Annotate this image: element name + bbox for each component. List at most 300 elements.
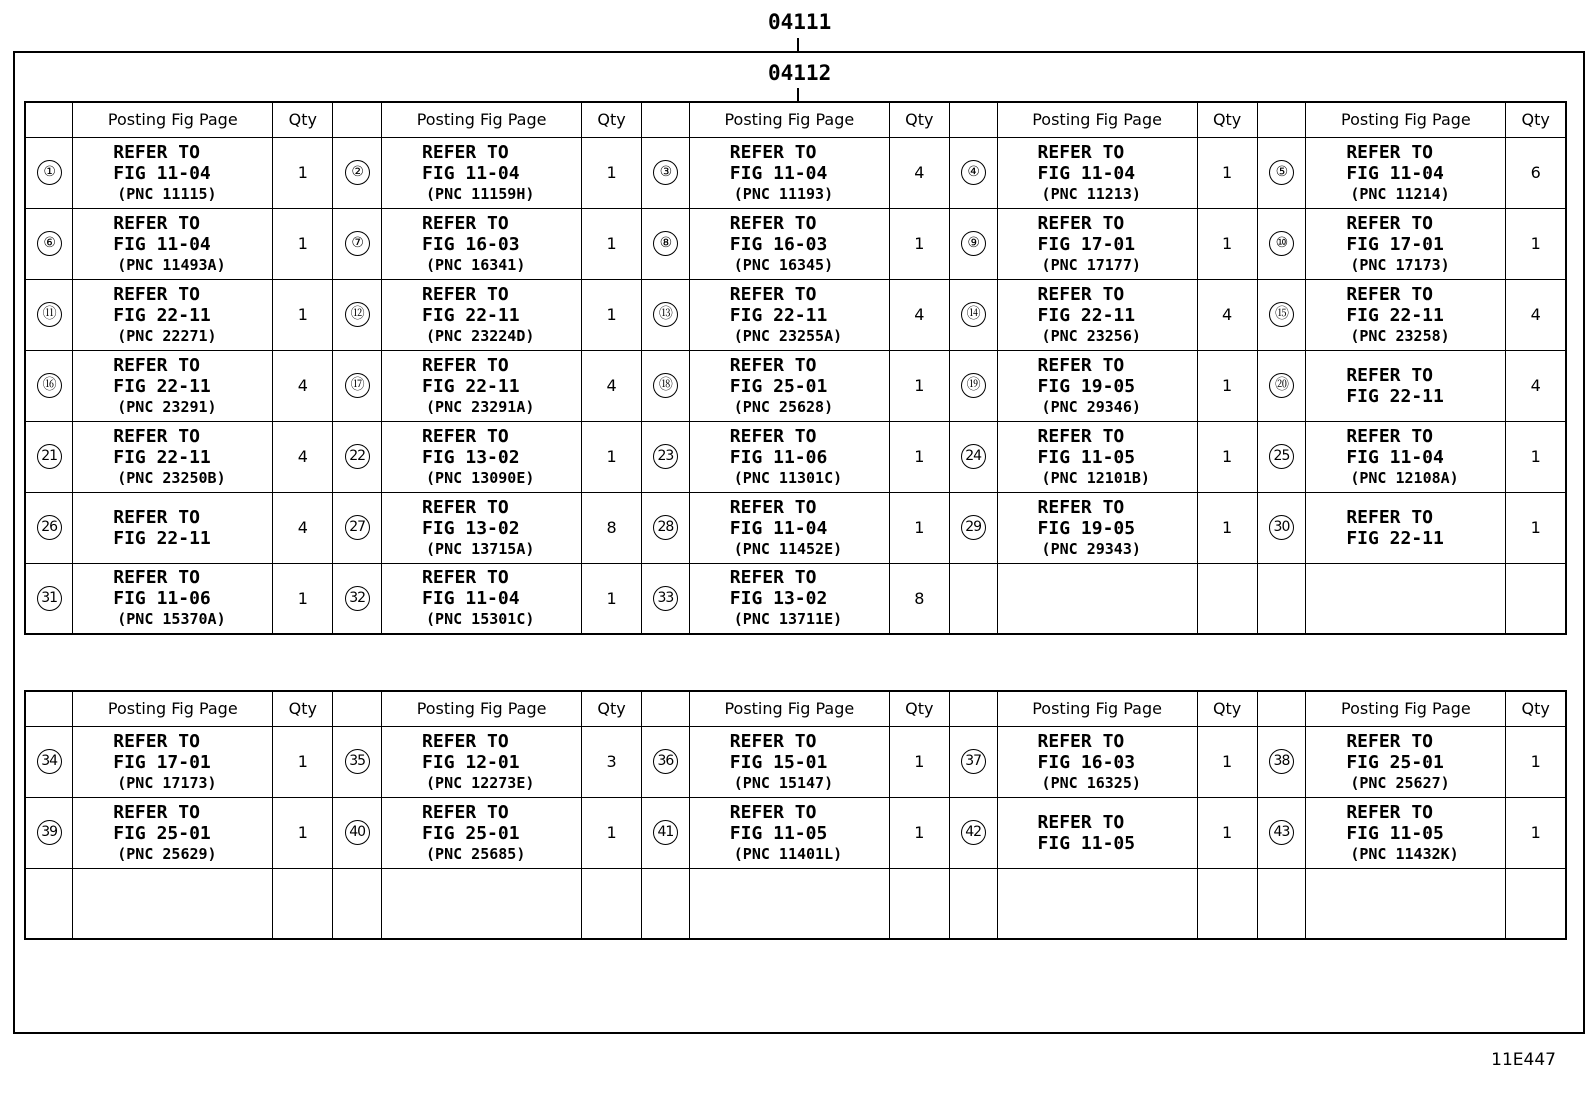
item-number-circle: 37 [961, 749, 986, 774]
pnc-text: (PNC 15147) [733, 773, 834, 792]
refer-to-text: REFER TO [729, 730, 817, 752]
fig-reference-text: FIG 19-05 [1037, 375, 1136, 397]
qty-value: 1 [273, 137, 333, 208]
refer-to-text: REFER TO [1037, 496, 1125, 518]
item-number-cell [642, 279, 690, 350]
qty-value: 1 [889, 208, 949, 279]
fig-reference-text: FIG 22-11 [113, 375, 211, 397]
refer-to-text: REFER TO [729, 283, 817, 305]
item-number-circle: ⑮ [1269, 302, 1294, 327]
item-number-cell [333, 137, 382, 208]
qty-value: 1 [1197, 797, 1257, 868]
fig-reference-text: FIG 22-11 [422, 304, 520, 326]
item-number-cell [1257, 137, 1306, 208]
header-qty: Qty [889, 102, 949, 137]
qty-value: 4 [273, 350, 333, 421]
reference-cell [1306, 797, 1506, 868]
item-number-cell [25, 868, 73, 939]
pnc-text: (PNC 11493A) [117, 255, 226, 274]
qty-value [1506, 563, 1566, 634]
refer-to-text: REFER TO [729, 567, 817, 589]
pnc-text: (PNC 25685) [426, 844, 526, 863]
reference-cell [73, 726, 273, 797]
header-qty: Qty [1197, 102, 1257, 137]
qty-value: 1 [582, 563, 642, 634]
item-number-cell [1257, 492, 1306, 563]
item-number-cell [25, 726, 73, 797]
refer-to-text: REFER TO [1346, 425, 1434, 447]
item-number-circle: ⑦ [345, 231, 370, 256]
item-number-cell [642, 797, 690, 868]
qty-value: 1 [1506, 492, 1566, 563]
pnc-text: (PNC 25627) [1350, 773, 1450, 792]
reference-cell [73, 563, 273, 634]
pnc-text: (PNC 11159H) [426, 184, 535, 203]
item-number-cell [949, 137, 997, 208]
reference-cell [73, 421, 273, 492]
qty-value: 1 [1197, 726, 1257, 797]
header-qty: Qty [273, 102, 333, 137]
item-number-cell [333, 868, 382, 939]
pnc-text: (PNC 13090E) [426, 468, 535, 487]
pnc-text: (PNC 15370A) [117, 610, 226, 629]
item-number-circle: ⑭ [961, 302, 986, 327]
pnc-text: (PNC 23250B) [117, 468, 226, 487]
pnc-text: (PNC 22271) [117, 326, 217, 345]
fig-reference-text: FIG 11-04 [1346, 162, 1444, 184]
pnc-text: (PNC 23224D) [426, 326, 535, 345]
qty-value: 1 [273, 563, 333, 634]
table-row [25, 208, 1566, 279]
fig-reference-text: FIG 22-11 [729, 304, 828, 326]
item-number-cell [642, 492, 690, 563]
fig-reference-text: FIG 11-05 [1037, 446, 1136, 468]
item-number-circle: ⑧ [653, 231, 678, 256]
reference-cell [73, 868, 273, 939]
qty-value: 1 [582, 208, 642, 279]
item-number-circle: 27 [345, 515, 370, 540]
refer-to-text: REFER TO [729, 141, 817, 163]
reference-cell [997, 726, 1197, 797]
reference-cell [997, 350, 1197, 421]
reference-cell [689, 563, 889, 634]
qty-value: 3 [582, 726, 642, 797]
qty-value [1197, 563, 1257, 634]
header-blank-cell [949, 102, 997, 137]
item-number-circle: 31 [37, 586, 62, 611]
item-number-circle: 41 [653, 820, 678, 845]
header-posting-fig-page: Posting Fig Page [1306, 102, 1506, 137]
item-number-cell [642, 421, 690, 492]
qty-value: 1 [273, 797, 333, 868]
qty-value: 4 [1506, 279, 1566, 350]
table-row [25, 726, 1566, 797]
qty-value: 4 [889, 279, 949, 350]
item-number-circle: ⑰ [345, 373, 370, 398]
header-blank-cell [949, 691, 997, 726]
item-number-circle: 32 [345, 586, 370, 611]
fig-reference-text: FIG 16-03 [422, 233, 520, 255]
qty-value: 1 [1197, 208, 1257, 279]
reference-cell [73, 797, 273, 868]
header-blank-cell [333, 691, 382, 726]
item-number-circle: 43 [1269, 820, 1294, 845]
item-number-circle: 40 [345, 820, 370, 845]
refer-to-text: REFER TO [422, 567, 509, 589]
table-row [25, 868, 1566, 939]
header-qty: Qty [1197, 691, 1257, 726]
pnc-text: (PNC 11214) [1350, 184, 1450, 203]
pnc-text: (PNC 11301C) [733, 468, 843, 487]
reference-cell [73, 492, 273, 563]
item-number-cell [642, 137, 690, 208]
qty-value: 1 [889, 492, 949, 563]
table-row [25, 279, 1566, 350]
fig-reference-text: FIG 15-01 [729, 751, 828, 773]
fig-reference-text: FIG 17-01 [1037, 233, 1136, 255]
qty-value: 1 [582, 137, 642, 208]
pnc-text: (PNC 12273E) [426, 773, 535, 792]
header-posting-fig-page: Posting Fig Page [73, 102, 273, 137]
item-number-cell [949, 726, 997, 797]
item-number-cell [25, 563, 73, 634]
qty-value: 4 [582, 350, 642, 421]
header-blank-cell [642, 102, 690, 137]
qty-value: 1 [1506, 726, 1566, 797]
qty-value: 1 [273, 279, 333, 350]
refer-to-text: REFER TO [1346, 141, 1434, 163]
header-blank-cell [25, 691, 73, 726]
header-posting-fig-page: Posting Fig Page [382, 102, 582, 137]
pnc-text: (PNC 23291A) [426, 397, 535, 416]
fig-reference-text: FIG 16-03 [1037, 751, 1136, 773]
item-number-cell [642, 208, 690, 279]
qty-value [889, 868, 949, 939]
item-number-circle: ⑥ [37, 231, 62, 256]
refer-to-text: REFER TO [113, 567, 200, 589]
item-number-cell [1257, 797, 1306, 868]
reference-cell [1306, 563, 1506, 634]
item-number-circle: ⑱ [653, 373, 678, 398]
item-number-circle: 25 [1269, 444, 1294, 469]
fig-reference-text: FIG 11-04 [729, 162, 828, 184]
fig-reference-text: FIG 25-01 [422, 822, 520, 844]
refer-to-text: REFER TO [422, 801, 509, 823]
item-number-circle: 30 [1269, 515, 1294, 540]
refer-to-text: REFER TO [729, 425, 817, 447]
parts-reference-table-upper [24, 101, 1567, 635]
fig-reference-text: FIG 11-05 [729, 822, 828, 844]
reference-cell [382, 492, 582, 563]
qty-value: 1 [1506, 208, 1566, 279]
qty-value: 1 [273, 208, 333, 279]
qty-value [273, 868, 333, 939]
refer-to-text: REFER TO [1346, 212, 1434, 234]
refer-to-text: REFER TO [1037, 354, 1125, 376]
item-number-cell [642, 563, 690, 634]
refer-to-text: REFER TO [1346, 730, 1434, 752]
fig-reference-text: FIG 22-11 [1037, 304, 1136, 326]
refer-to-text: REFER TO [1037, 283, 1125, 305]
fig-reference-text: FIG 22-11 [1346, 385, 1444, 407]
item-number-circle: ⑲ [961, 373, 986, 398]
fig-reference-text: FIG 11-06 [729, 446, 828, 468]
item-number-circle: ⑨ [961, 231, 986, 256]
item-number-circle: ⑫ [345, 302, 370, 327]
fig-reference-text: FIG 11-04 [422, 588, 520, 610]
reference-cell [73, 350, 273, 421]
item-number-cell [949, 563, 997, 634]
header-qty: Qty [582, 691, 642, 726]
fig-reference-text: FIG 11-04 [422, 162, 520, 184]
qty-value: 4 [1506, 350, 1566, 421]
fig-reference-text: FIG 19-05 [1037, 517, 1136, 539]
table-header-row [25, 102, 1566, 137]
header-qty: Qty [889, 691, 949, 726]
refer-to-text: REFER TO [113, 425, 200, 447]
parts-reference-table-lower [24, 690, 1567, 940]
reference-cell [997, 279, 1197, 350]
reference-cell [997, 868, 1197, 939]
leader-line [797, 38, 799, 52]
item-number-cell [949, 797, 997, 868]
pnc-text: (PNC 12101B) [1041, 468, 1150, 487]
item-number-cell [1257, 208, 1306, 279]
refer-to-text: REFER TO [729, 496, 817, 518]
qty-value: 1 [1197, 492, 1257, 563]
fig-reference-text: FIG 17-01 [1346, 233, 1444, 255]
pnc-text: (PNC 11401L) [733, 844, 843, 863]
reference-cell [997, 137, 1197, 208]
refer-to-text: REFER TO [1346, 364, 1434, 386]
item-number-circle: 22 [345, 444, 370, 469]
item-number-circle: ③ [653, 160, 678, 185]
reference-cell [997, 492, 1197, 563]
fig-reference-text: FIG 22-11 [422, 375, 520, 397]
item-number-circle: ⑯ [37, 373, 62, 398]
header-posting-fig-page: Posting Fig Page [382, 691, 582, 726]
item-number-circle: 29 [961, 515, 986, 540]
fig-reference-text: FIG 11-04 [729, 517, 828, 539]
table-header-row [25, 691, 1566, 726]
reference-cell [997, 797, 1197, 868]
reference-cell [73, 279, 273, 350]
header-posting-fig-page: Posting Fig Page [997, 691, 1197, 726]
assembly-label-04112: 04112 [768, 61, 832, 85]
refer-to-text: REFER TO [422, 496, 509, 518]
item-number-cell [949, 208, 997, 279]
leader-line [797, 88, 799, 102]
reference-cell [382, 563, 582, 634]
fig-reference-text: FIG 12-01 [422, 751, 520, 773]
reference-cell [1306, 137, 1506, 208]
pnc-text: (PNC 17173) [1350, 255, 1450, 274]
header-qty: Qty [273, 691, 333, 726]
item-number-circle: 35 [345, 749, 370, 774]
reference-cell [689, 726, 889, 797]
item-number-circle: 21 [37, 444, 62, 469]
item-number-cell [642, 726, 690, 797]
item-number-circle: ⑩ [1269, 231, 1294, 256]
refer-to-text: REFER TO [113, 212, 200, 234]
header-qty: Qty [582, 102, 642, 137]
header-blank-cell [25, 102, 73, 137]
pnc-text: (PNC 11213) [1041, 184, 1141, 203]
reference-cell [689, 797, 889, 868]
qty-value: 1 [582, 421, 642, 492]
diagram-code: 11E447 [1491, 1050, 1556, 1070]
table-row [25, 137, 1566, 208]
refer-to-text: REFER TO [1037, 141, 1125, 163]
item-number-cell [949, 868, 997, 939]
refer-to-text: REFER TO [1037, 811, 1125, 833]
qty-value [582, 868, 642, 939]
reference-cell [1306, 421, 1506, 492]
refer-to-text: REFER TO [113, 506, 200, 528]
item-number-cell [333, 208, 382, 279]
item-number-cell [1257, 868, 1306, 939]
refer-to-text: REFER TO [1346, 506, 1434, 528]
fig-reference-text: FIG 16-03 [729, 233, 828, 255]
fig-reference-text: FIG 22-11 [1346, 304, 1444, 326]
refer-to-text: REFER TO [1346, 283, 1434, 305]
item-number-cell [25, 137, 73, 208]
qty-value: 1 [1506, 797, 1566, 868]
reference-cell [997, 421, 1197, 492]
header-posting-fig-page: Posting Fig Page [997, 102, 1197, 137]
refer-to-text: REFER TO [729, 354, 817, 376]
item-number-circle: 42 [961, 820, 986, 845]
item-number-cell [333, 421, 382, 492]
item-number-cell [25, 208, 73, 279]
reference-cell [689, 350, 889, 421]
qty-value: 4 [273, 492, 333, 563]
item-number-cell [25, 350, 73, 421]
header-blank-cell [642, 691, 690, 726]
pnc-text: (PNC 16341) [426, 255, 526, 274]
reference-cell [689, 279, 889, 350]
fig-reference-text: FIG 22-11 [113, 446, 211, 468]
pnc-text: (PNC 11193) [733, 184, 834, 203]
pnc-text: (PNC 12108A) [1350, 468, 1459, 487]
item-number-cell [1257, 421, 1306, 492]
item-number-circle: 39 [37, 820, 62, 845]
table-row [25, 563, 1566, 634]
table-row [25, 350, 1566, 421]
item-number-circle: ⑪ [37, 302, 62, 327]
pnc-text: (PNC 23291) [117, 397, 217, 416]
fig-reference-text: FIG 11-04 [1346, 446, 1444, 468]
refer-to-text: REFER TO [113, 283, 200, 305]
fig-reference-text: FIG 11-04 [113, 233, 211, 255]
qty-value: 8 [582, 492, 642, 563]
pnc-text: (PNC 23258) [1350, 326, 1450, 345]
qty-value [1197, 868, 1257, 939]
item-number-circle: 38 [1269, 749, 1294, 774]
fig-reference-text: FIG 11-05 [1346, 822, 1444, 844]
fig-reference-text: FIG 11-04 [1037, 162, 1136, 184]
item-number-cell [949, 492, 997, 563]
refer-to-text: REFER TO [422, 141, 509, 163]
item-number-cell [333, 492, 382, 563]
reference-cell [1306, 279, 1506, 350]
reference-cell [1306, 492, 1506, 563]
pnc-text: (PNC 25628) [733, 397, 834, 416]
item-number-circle: 33 [653, 586, 678, 611]
item-number-cell [333, 726, 382, 797]
item-number-cell [333, 279, 382, 350]
header-blank-cell [1257, 102, 1306, 137]
header-qty: Qty [1506, 691, 1566, 726]
fig-reference-text: FIG 11-04 [113, 162, 211, 184]
table-row [25, 421, 1566, 492]
reference-cell [997, 208, 1197, 279]
item-number-cell [949, 279, 997, 350]
qty-value: 4 [273, 421, 333, 492]
item-number-cell [642, 868, 690, 939]
item-number-circle: 26 [37, 515, 62, 540]
item-number-cell [333, 563, 382, 634]
reference-cell [73, 137, 273, 208]
header-posting-fig-page: Posting Fig Page [689, 102, 889, 137]
reference-cell [382, 279, 582, 350]
item-number-circle: ④ [961, 160, 986, 185]
item-number-cell [642, 350, 690, 421]
fig-reference-text: FIG 11-06 [113, 588, 211, 610]
item-number-circle: 34 [37, 749, 62, 774]
qty-value: 4 [889, 137, 949, 208]
refer-to-text: REFER TO [729, 212, 817, 234]
qty-value: 4 [1197, 279, 1257, 350]
qty-value [1506, 868, 1566, 939]
item-number-cell [1257, 279, 1306, 350]
fig-reference-text: FIG 25-01 [1346, 751, 1444, 773]
refer-to-text: REFER TO [1037, 730, 1125, 752]
reference-cell [689, 868, 889, 939]
fig-reference-text: FIG 17-01 [113, 751, 211, 773]
pnc-text: (PNC 11452E) [733, 539, 843, 558]
item-number-circle: 23 [653, 444, 678, 469]
item-number-circle: ⑤ [1269, 160, 1294, 185]
reference-cell [1306, 726, 1506, 797]
item-number-circle: ② [345, 160, 370, 185]
assembly-label-04111: 04111 [768, 10, 832, 34]
reference-cell [382, 137, 582, 208]
qty-value: 1 [889, 797, 949, 868]
reference-cell [689, 137, 889, 208]
qty-value: 1 [889, 350, 949, 421]
pnc-text: (PNC 16325) [1041, 773, 1141, 792]
item-number-cell [333, 350, 382, 421]
fig-reference-text: FIG 22-11 [1346, 527, 1444, 549]
item-number-cell [25, 421, 73, 492]
item-number-circle: 24 [961, 444, 986, 469]
header-posting-fig-page: Posting Fig Page [689, 691, 889, 726]
item-number-cell [25, 279, 73, 350]
pnc-text: (PNC 16345) [733, 255, 834, 274]
refer-to-text: REFER TO [729, 801, 817, 823]
reference-cell [382, 350, 582, 421]
qty-value: 6 [1506, 137, 1566, 208]
reference-cell [382, 797, 582, 868]
pnc-text: (PNC 29343) [1041, 539, 1141, 558]
qty-value: 1 [1197, 421, 1257, 492]
pnc-text: (PNC 23255A) [733, 326, 843, 345]
fig-reference-text: FIG 25-01 [113, 822, 211, 844]
qty-value: 1 [582, 797, 642, 868]
refer-to-text: REFER TO [113, 354, 200, 376]
item-number-cell [25, 797, 73, 868]
